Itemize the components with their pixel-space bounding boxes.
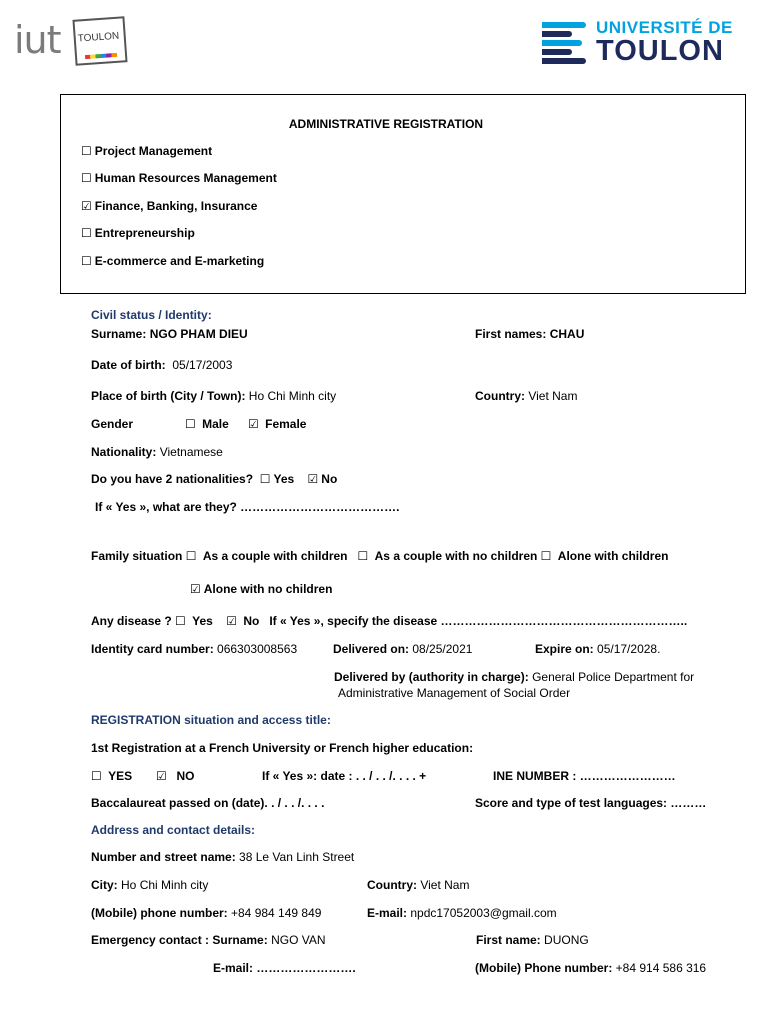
checkbox-checked-icon[interactable]: ☑	[190, 582, 201, 596]
disease-row: Any disease ? ☐ Yes ☑ No If « Yes », specify the disease ……………………………………………………..	[91, 614, 688, 628]
disease-no-option[interactable]: ☑ No	[226, 614, 260, 628]
family-situation-row: Family situation ☐ As a couple with children ☐ As a couple with no children ☐ Alone with children	[91, 549, 669, 563]
delivered-by-value-line2: Administrative Management of Social Order	[338, 686, 571, 700]
first-registration-yes-option[interactable]: ☐ YES	[91, 769, 133, 783]
family-couple-no-children-option[interactable]: ☐ As a couple with no children	[357, 549, 538, 563]
emergency-phone-value: +84 914 586 316	[615, 961, 707, 975]
emergency-contact-row: Emergency contact : Surname: NGO VAN	[91, 933, 326, 947]
checkbox-checked-icon[interactable]: ☑	[156, 769, 167, 783]
street-value: 38 Le Van Linh Street	[239, 850, 355, 864]
place-of-birth-value: Ho Chi Minh city	[248, 389, 337, 403]
gender-row: Gender	[91, 417, 134, 431]
two-nationalities-no-option[interactable]: ☑ No	[307, 472, 338, 486]
checkbox-empty-icon[interactable]: ☐	[185, 549, 197, 563]
universite-logo-stripes-icon	[542, 22, 586, 64]
baccalaureat-date-field[interactable]: Baccalaureat passed on (date). . / . . /. . . .	[91, 796, 325, 810]
section-heading-registration: REGISTRATION situation and access title:	[91, 713, 331, 727]
two-nationalities-yes-option[interactable]: ☐ Yes	[259, 472, 295, 486]
disease-specify-field[interactable]: If « Yes », specify the disease ……………………………………………………..	[269, 614, 688, 628]
emergency-surname-value: NGO VAN	[271, 933, 326, 947]
surname-row: Surname: NGO PHAM DIEU	[91, 327, 248, 341]
place-of-birth-row: Place of birth (City / Town): Ho Chi Minh city	[91, 389, 337, 403]
mobile-phone-value: +84 984 149 849	[231, 906, 322, 920]
checkbox-empty-icon[interactable]: ☐	[81, 254, 92, 268]
delivered-by-row: Delivered by (authority in charge): General Police Department for	[334, 670, 695, 684]
expire-on-value: 05/17/2028.	[597, 642, 661, 656]
universite-logo-top-text: UNIVERSITÉ DE	[596, 18, 733, 37]
program-option-finance-banking-insurance[interactable]: ☑ Finance, Banking, Insurance	[81, 199, 258, 213]
program-selection-box	[60, 94, 746, 294]
first-names-value: CHAU	[549, 327, 585, 341]
family-alone-with-children-option[interactable]: ☐ Alone with children	[540, 549, 669, 563]
first-names-row: First names: CHAU	[475, 327, 585, 341]
two-nationalities-row: Do you have 2 nationalities? ☐ Yes ☑ No	[91, 472, 338, 486]
iut-logo-box-text: TOULON	[77, 30, 120, 45]
checkbox-checked-icon[interactable]: ☑	[226, 614, 237, 628]
iut-toulon-logo	[14, 14, 129, 66]
birth-country-value: Viet Nam	[528, 389, 578, 403]
checkbox-empty-icon[interactable]: ☐	[357, 549, 369, 563]
first-registration-date-field[interactable]: If « Yes »: date : . . / . . /. . . . +	[262, 769, 427, 783]
program-option-entrepreneurship[interactable]: ☐ Entrepreneurship	[81, 226, 195, 240]
address-country-value: Viet Nam	[420, 878, 470, 892]
iut-logo-box	[72, 16, 127, 66]
universite-logo-bottom-text: TOULON	[596, 35, 724, 67]
delivered-by-value-line1: General Police Department for	[532, 670, 695, 684]
program-option-ecommerce[interactable]: ☐ E-commerce and E-marketing	[81, 254, 265, 268]
ine-number-field[interactable]: INE NUMBER : ……………………	[493, 769, 676, 783]
checkbox-checked-icon[interactable]: ☑	[81, 199, 92, 213]
checkbox-empty-icon[interactable]: ☐	[81, 144, 92, 158]
checkbox-checked-icon[interactable]: ☑	[248, 417, 259, 431]
email-value: npdc17052003@gmail.com	[410, 906, 557, 920]
emergency-email-field[interactable]: E-mail: …………………….	[213, 961, 356, 975]
family-couple-with-children-option[interactable]: ☐ As a couple with children	[185, 549, 348, 563]
date-of-birth-row: Date of birth: 05/17/2003	[91, 358, 233, 372]
checkbox-empty-icon[interactable]: ☐	[259, 472, 271, 486]
universite-toulon-logo	[540, 18, 750, 68]
delivered-on-row: Delivered on: 08/25/2021	[333, 642, 473, 656]
first-registration-question: 1st Registration at a French University or French higher education:	[91, 741, 474, 755]
emergency-first-name-row: First name: DUONG	[476, 933, 589, 947]
checkbox-empty-icon[interactable]: ☐	[81, 171, 92, 185]
checkbox-empty-icon[interactable]: ☐	[185, 417, 196, 431]
identity-card-value: 066303008563	[217, 642, 298, 656]
street-row: Number and street name: 38 Le Van Linh Street	[91, 850, 355, 864]
gender-male-option[interactable]: ☐ Male	[185, 417, 229, 431]
email-row: E-mail: npdc17052003@gmail.com	[367, 906, 557, 920]
program-option-project-management[interactable]: ☐ Project Management	[81, 144, 213, 158]
gender-female-option[interactable]: ☑ Female	[248, 417, 307, 431]
checkbox-empty-icon[interactable]: ☐	[81, 226, 92, 240]
test-languages-score-field[interactable]: Score and type of test languages: ………	[475, 796, 707, 810]
nationality-value: Vietnamese	[159, 445, 223, 459]
family-alone-no-children-option[interactable]: ☑ Alone with no children	[190, 582, 333, 596]
city-row: City: Ho Chi Minh city	[91, 878, 209, 892]
checkbox-empty-icon[interactable]: ☐	[91, 769, 102, 783]
address-country-row: Country: Viet Nam	[367, 878, 470, 892]
program-option-hr-management[interactable]: ☐ Human Resources Management	[81, 171, 277, 185]
emergency-phone-row: (Mobile) Phone number: +84 914 586 316	[475, 961, 707, 975]
surname-value: NGO PHAM DIEU	[149, 327, 248, 341]
birth-country-row: Country: Viet Nam	[475, 389, 578, 403]
mobile-phone-row: (Mobile) phone number: +84 984 149 849	[91, 906, 322, 920]
section-heading-civil-status: Civil status / Identity:	[91, 308, 212, 322]
disease-yes-option[interactable]: ☐ Yes	[175, 614, 213, 628]
city-value: Ho Chi Minh city	[121, 878, 209, 892]
date-of-birth-value: 05/17/2003	[172, 358, 233, 372]
emergency-first-name-value: DUONG	[544, 933, 589, 947]
checkbox-checked-icon[interactable]: ☑	[307, 472, 319, 486]
nationality-row: Nationality: Vietnamese	[91, 445, 223, 459]
delivered-on-value: 08/25/2021	[412, 642, 473, 656]
iut-logo-text: iut	[14, 18, 61, 62]
checkbox-empty-icon[interactable]: ☐	[540, 549, 552, 563]
expire-on-row: Expire on: 05/17/2028.	[535, 642, 661, 656]
identity-card-row: Identity card number: 066303008563	[91, 642, 298, 656]
iut-logo-color-strip	[85, 53, 117, 59]
first-registration-no-option[interactable]: ☑ NO	[156, 769, 195, 783]
form-title: ADMINISTRATIVE REGISTRATION	[288, 117, 484, 131]
checkbox-empty-icon[interactable]: ☐	[175, 614, 186, 628]
other-nationalities-field[interactable]: If « Yes », what are they? ………………………………….	[95, 500, 400, 514]
section-heading-address: Address and contact details:	[91, 823, 256, 837]
